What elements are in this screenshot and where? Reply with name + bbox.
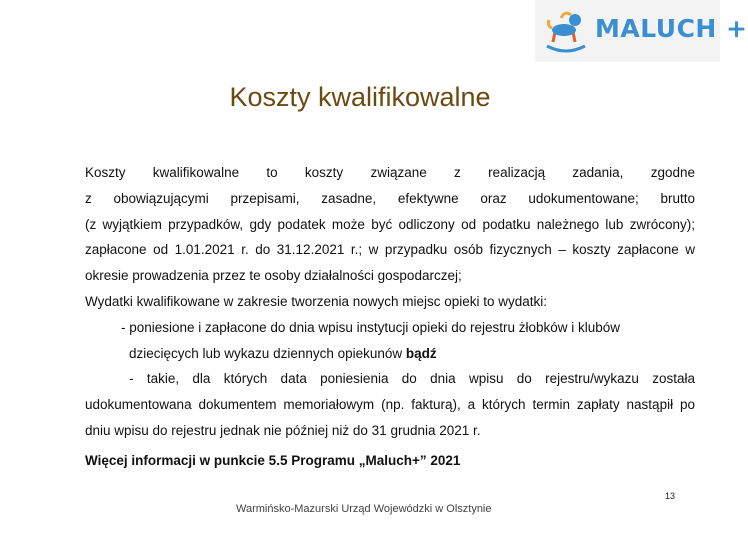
paragraph-line: zapłacone od 1.01.2021 r. do 31.12.2021 r.; w przypadku osób fizycznych – koszty zapłacone w — [85, 242, 695, 258]
list-item-line — [85, 341, 695, 367]
paragraph-line: (z wyjątkiem przypadków, gdy podatek może być odliczony od podatku należnego lub zwrócony); — [85, 216, 695, 232]
paragraph-line: Koszty kwalifikowalne to koszty związane z realizacją zadania, zgodne — [85, 165, 695, 180]
list-item-line: udokumentowana dokumentem memoriałowym (np. fakturą), a których termin zapłaty nastąpił po — [85, 397, 695, 413]
paragraph-line: Wydatki kwalifikowane w zakresie tworzenia nowych miejsc opieki to wydatki: — [85, 293, 548, 309]
list-item-text: dziecięcych lub wykazu dziennych opiekunów — [129, 345, 403, 361]
list-item-line: - takie, dla których data poniesienia do dnia wpisu do rejestru/wykazu została — [129, 371, 695, 387]
list-item-conjunction: bądź — [405, 345, 437, 361]
logo-text: MALUCH + — [595, 14, 748, 43]
slide-content — [85, 160, 695, 474]
paragraph-line: z obowiązującymi przepisami, zasadne, efektywne oraz udokumentowane; brutto — [85, 190, 695, 206]
page-number: 13 — [665, 491, 676, 501]
more-info-note: Więcej informacji w punkcie 5.5 Programu „Maluch+” 2021 — [85, 452, 461, 468]
rocking-horse-icon — [541, 6, 591, 56]
list-item-line: - poniesione i zapłacone do dnia wpisu instytucji opieki do rejestru żłobków i klubów — [121, 319, 621, 335]
footer-text: Warmińsko-Mazurski Urząd Wojewódzki w Olsztynie — [236, 503, 492, 515]
list-item-line: dniu wpisu do rejestru jednak nie później niż do 31 grudnia 2021 r. — [85, 422, 481, 438]
paragraph-line: okresie prowadzenia przez te osoby działalności gospodarczej; — [85, 268, 462, 284]
page-title: Koszty kwalifikowalne — [229, 82, 491, 112]
maluch-logo — [535, 0, 748, 62]
